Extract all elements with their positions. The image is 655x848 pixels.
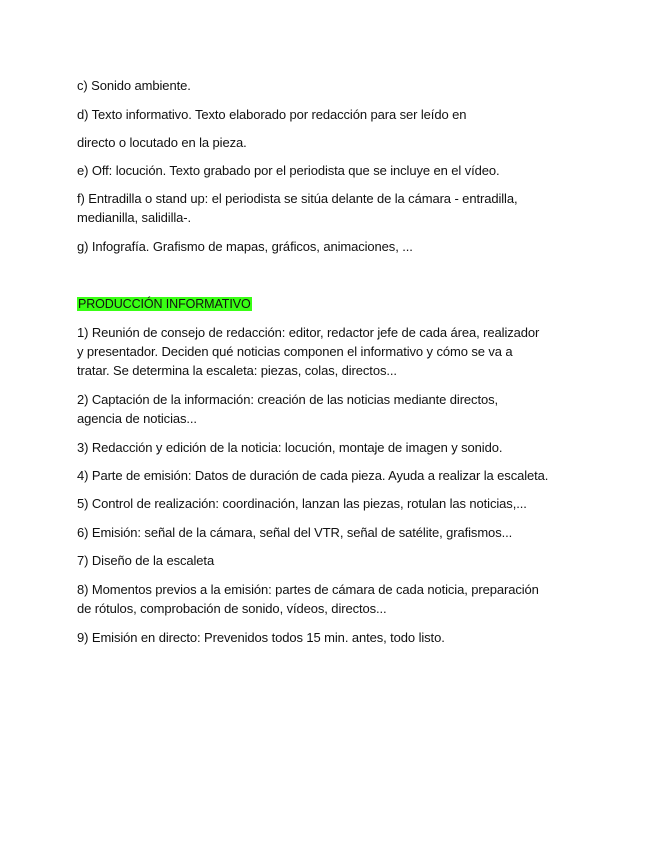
production-item-8-continued: de rótulos, comprobación de sonido, vídeos, directos... [77,601,387,616]
production-item-6: 6) Emisión: señal de la cámara, señal del VTR, señal de satélite, grafismos... [77,525,513,540]
list-item-f: f) Entradilla o stand up: el periodista se sitúa delante de la cámara - entradilla, [77,191,518,206]
production-item-1-continued: y presentador. Deciden qué noticias componen el informativo y cómo se va a [77,344,513,359]
list-item-f-continued: medianilla, salidilla-. [77,210,192,225]
section-heading [77,295,252,313]
production-item-5: 5) Control de realización: coordinación, lanzan las piezas, rotulan las noticias,... [77,496,527,511]
production-item-7: 7) Diseño de la escaleta [77,553,215,568]
list-item-g: g) Infografía. Grafismo de mapas, gráficos, animaciones, ... [77,239,413,254]
list-item-d: d) Texto informativo. Texto elaborado por redacción para ser leído en [77,107,467,122]
production-item-1: 1) Reunión de consejo de redacción: editor, redactor jefe de cada área, realizador [77,325,540,340]
highlighted-heading-text: PRODUCCIÓN INFORMATIVO [78,297,251,311]
production-item-4: 4) Parte de emisión: Datos de duración de cada pieza. Ayuda a realizar la escaleta. [77,468,549,483]
production-item-2-continued: agencia de noticias... [77,411,197,426]
production-item-9: 9) Emisión en directo: Prevenidos todos 15 min. antes, todo listo. [77,630,445,645]
list-item-d-continued: directo o locutado en la pieza. [77,135,247,150]
list-item-c: c) Sonido ambiente. [77,78,191,93]
production-item-8: 8) Momentos previos a la emisión: partes de cámara de cada noticia, preparación [77,582,539,597]
production-item-2: 2) Captación de la información: creación de las noticias mediante directos, [77,392,499,407]
production-item-1-continued: tratar. Se determina la escaleta: piezas, colas, directos... [77,363,397,378]
production-item-3: 3) Redacción y edición de la noticia: locución, montaje de imagen y sonido. [77,440,503,455]
list-item-e: e) Off: locución. Texto grabado por el periodista que se incluye en el vídeo. [77,163,500,178]
